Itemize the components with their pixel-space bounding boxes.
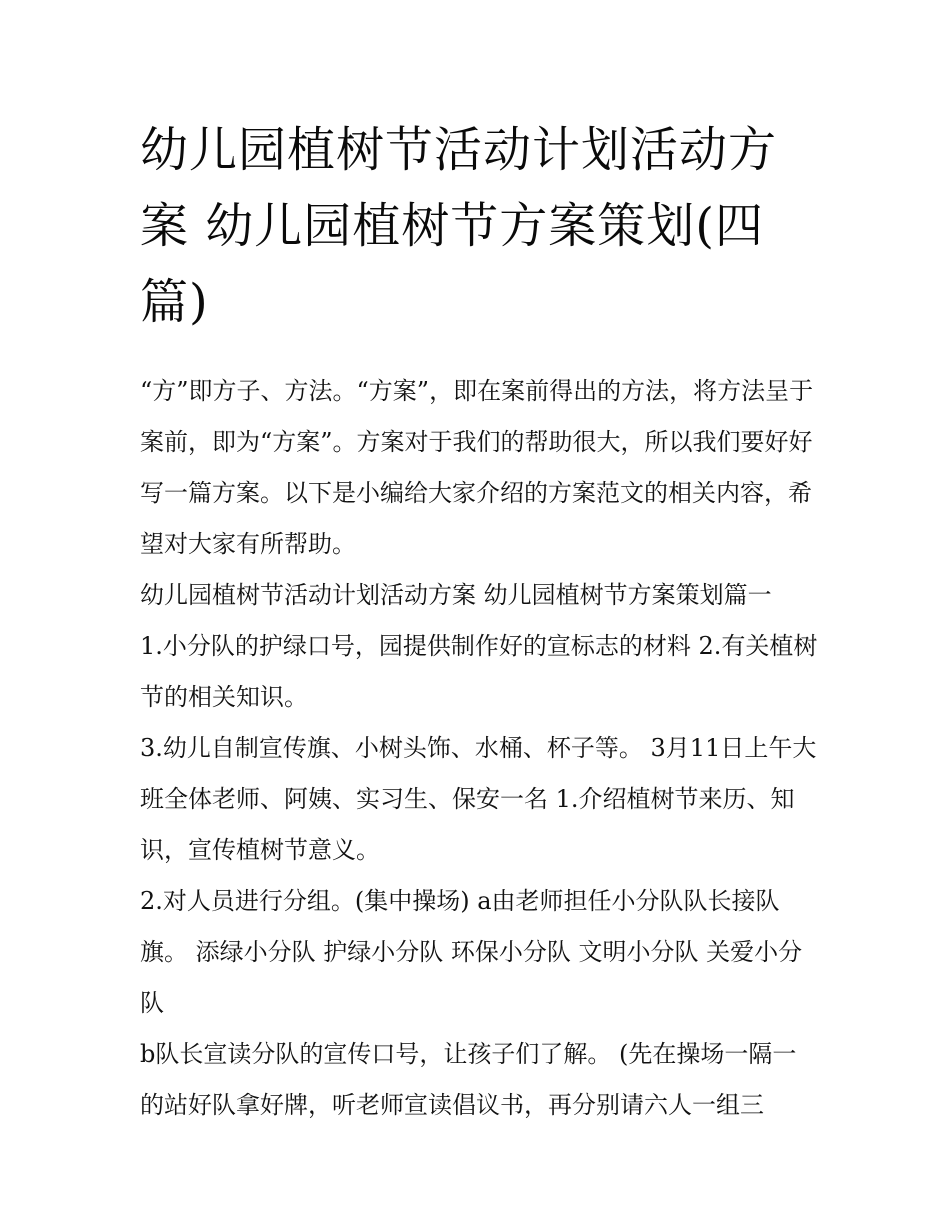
body-paragraph: 2.对人员进行分组。(集中操场) a由老师担任小分队队长接队旗。 添绿小分队 护绿小分队 环保小分队 文明小分队 关爱小分队: [140, 887, 803, 1017]
body-paragraph: b队长宣读分队的宣传口号，让孩子们了解。 (先在操场一隔一的站好队拿好牌，听老师宣读倡议书，再分别请六人一组三: [140, 1040, 797, 1119]
document-body: [140, 366, 820, 1131]
document-page: [140, 112, 820, 1131]
intro-paragraph: “方”即方子、方法。“方案”，即在案前得出的方法，将方法呈于案前，即为“方案”。方案对于我们的帮助很大，所以我们要好好写一篇方案。以下是小编给大家介绍的方案范文的相关内容，希望对大家有所帮助。: [140, 377, 814, 558]
document-title: 幼儿园植树节活动计划活动方案 幼儿园植树节方案策划(四篇): [140, 122, 778, 330]
body-paragraph: 1.小分队的护绿口号，园提供制作好的宣标志的材料 2.有关植树节的相关知识。: [140, 632, 818, 711]
section-heading: 幼儿园植树节活动计划活动方案 幼儿园植树节方案策划篇一: [140, 581, 772, 609]
body-paragraph: 3.幼儿自制宣传旗、小树头饰、水桶、杯子等。 3月11日上午大班全体老师、阿姨、实习生、保安一名 1.介绍植树节来历、知识，宣传植树节意义。: [140, 734, 817, 864]
